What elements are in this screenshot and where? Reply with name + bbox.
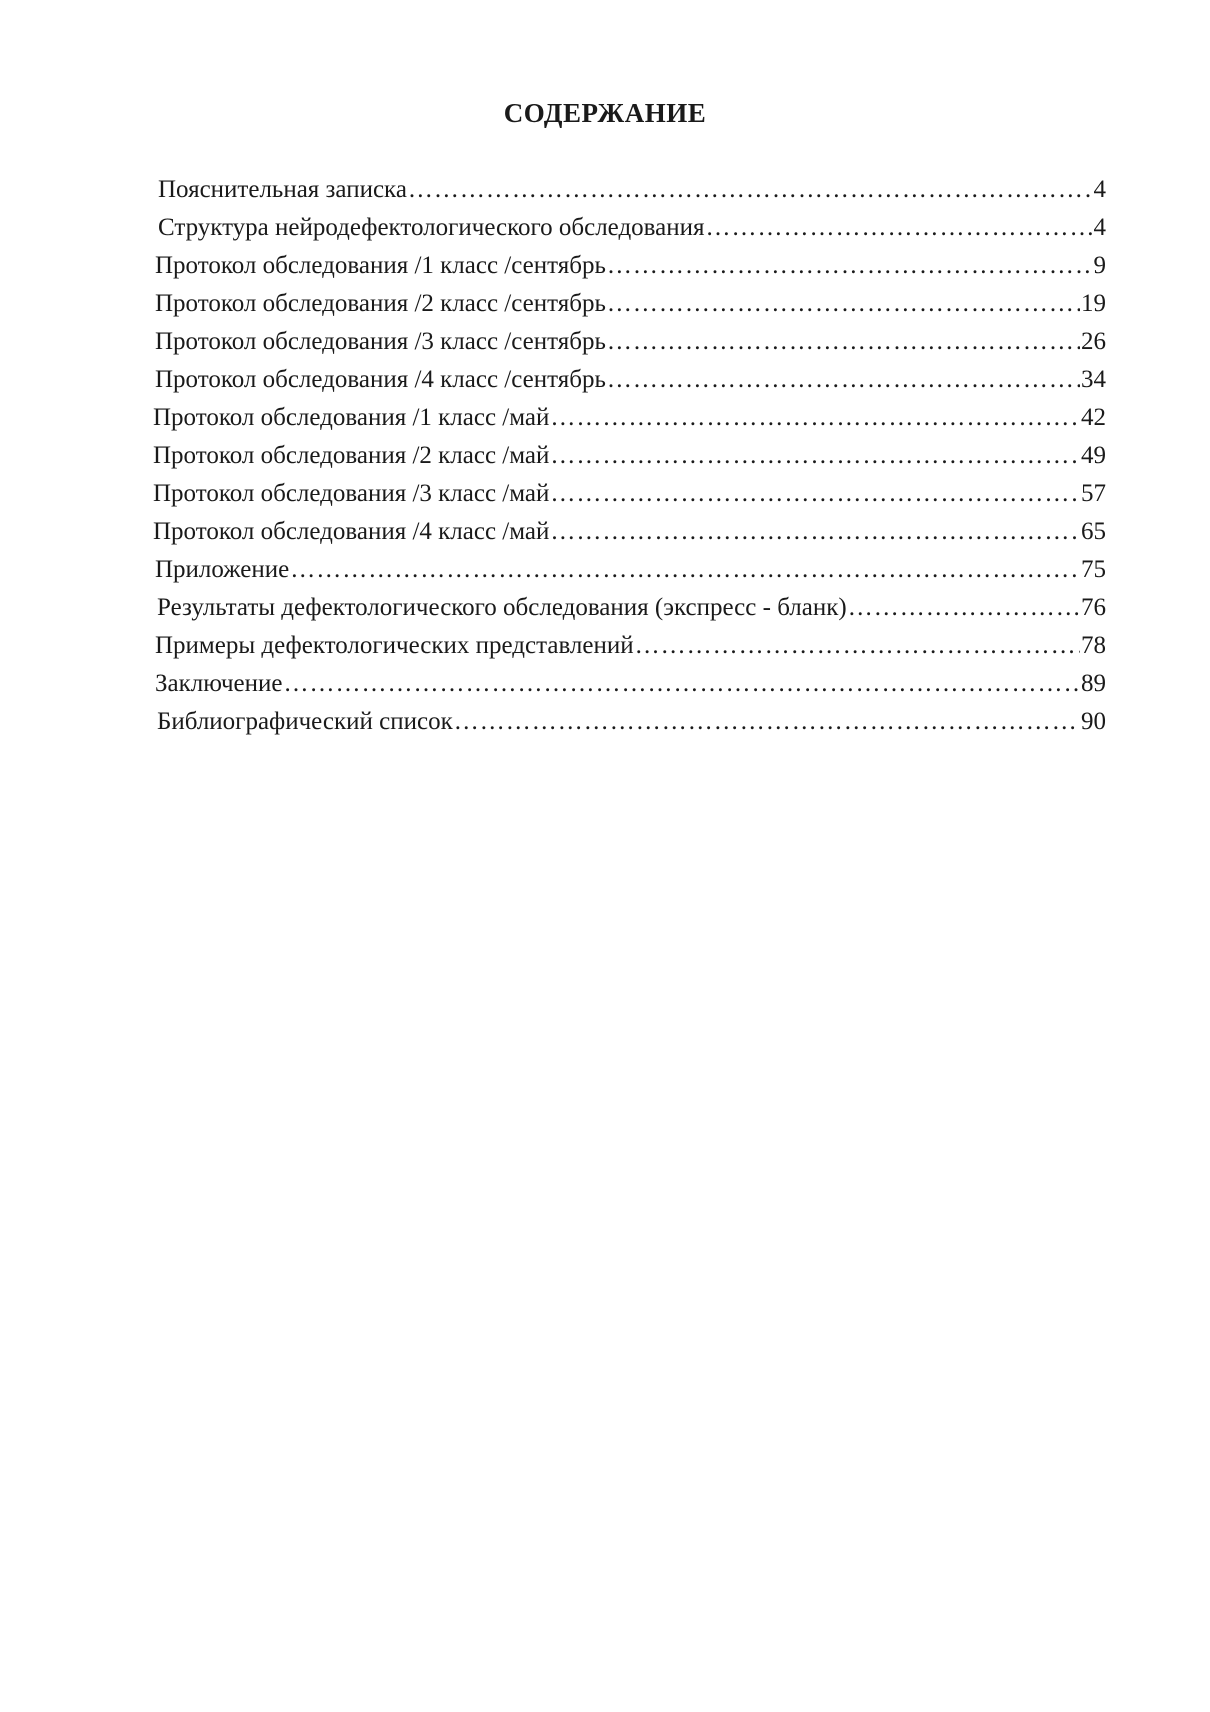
- toc-entry-title: Протокол обследования /4 класс /сентябрь: [155, 366, 606, 393]
- toc-heading: СОДЕРЖАНИЕ: [503, 98, 707, 128]
- toc-leader-dots: [290, 552, 1080, 588]
- toc-entry: [158, 210, 1106, 246]
- toc-entry: [157, 590, 1106, 626]
- toc-entry-title: Результаты дефектологического обследования (экспресс - бланк): [157, 594, 847, 621]
- toc-entry-title: Протокол обследования /1 класс /сентябрь: [155, 252, 606, 279]
- toc-entry: [153, 476, 1106, 512]
- toc-entry-page: 65: [1081, 518, 1106, 545]
- toc-leader-dots: [848, 590, 1080, 626]
- toc-entry-title: Примеры дефектологических представлений: [155, 632, 634, 659]
- toc-leader-dots: [550, 438, 1080, 474]
- toc-leader-dots: [635, 628, 1080, 664]
- toc-entry: [155, 362, 1106, 398]
- toc-entry-page: 42: [1081, 404, 1106, 431]
- toc-entry-page: 57: [1081, 480, 1106, 507]
- toc-entry-title: Протокол обследования /3 класс /сентябрь: [155, 328, 606, 355]
- toc-entry-title: Пояснительная записка: [158, 176, 407, 203]
- toc-leader-dots: [607, 362, 1080, 398]
- toc-entry-title: Структура нейродефектологического обследования: [158, 214, 705, 241]
- toc-entry-page: 90: [1081, 708, 1106, 735]
- toc-entry-title: Библиографический список: [157, 708, 453, 735]
- toc-entry-page: 76: [1081, 594, 1106, 621]
- toc-entry: [153, 514, 1106, 550]
- toc-entry: [157, 704, 1106, 740]
- toc-entry: [155, 666, 1106, 702]
- toc-entry: [155, 248, 1106, 284]
- toc-entry-page: 9: [1093, 252, 1106, 279]
- toc-entry-title: Протокол обследования /2 класс /сентябрь: [155, 290, 606, 317]
- toc-entry-page: 89: [1081, 670, 1106, 697]
- toc-leader-dots: [706, 210, 1093, 246]
- toc-entry: [158, 172, 1106, 208]
- toc-entry: [153, 400, 1106, 436]
- toc-leader-dots: [550, 476, 1080, 512]
- toc-entry-page: 75: [1081, 556, 1106, 583]
- toc-entry-title: Протокол обследования /4 класс /май: [153, 518, 550, 545]
- toc-entry-page: 4: [1093, 176, 1106, 203]
- toc-leader-dots: [408, 172, 1093, 208]
- toc-entry-page: 4: [1093, 214, 1106, 241]
- toc-entry-page: 19: [1081, 290, 1106, 317]
- toc-leader-dots: [607, 324, 1080, 360]
- toc-entry: [153, 438, 1106, 474]
- toc-leader-dots: [284, 666, 1081, 702]
- toc-leader-dots: [607, 286, 1080, 322]
- toc-entry-title: Протокол обследования /1 класс /май: [153, 404, 550, 431]
- toc-entry-page: 49: [1081, 442, 1106, 469]
- toc-entry: [155, 628, 1106, 664]
- toc-leader-dots: [607, 248, 1093, 284]
- toc-entry-page: 26: [1081, 328, 1106, 355]
- toc-entry: [155, 552, 1106, 588]
- toc-leader-dots: [550, 400, 1080, 436]
- toc-entry-page: 34: [1081, 366, 1106, 393]
- toc-leader-dots: [454, 704, 1080, 740]
- toc-entry: [155, 324, 1106, 360]
- toc-entry: [155, 286, 1106, 322]
- toc-entry-title: Протокол обследования /2 класс /май: [153, 442, 550, 469]
- toc-entry-title: Заключение: [155, 670, 283, 697]
- toc-entry-title: Протокол обследования /3 класс /май: [153, 480, 550, 507]
- toc-entry-title: Приложение: [155, 556, 290, 583]
- toc-entry-page: 78: [1081, 632, 1106, 659]
- toc-leader-dots: [550, 514, 1080, 550]
